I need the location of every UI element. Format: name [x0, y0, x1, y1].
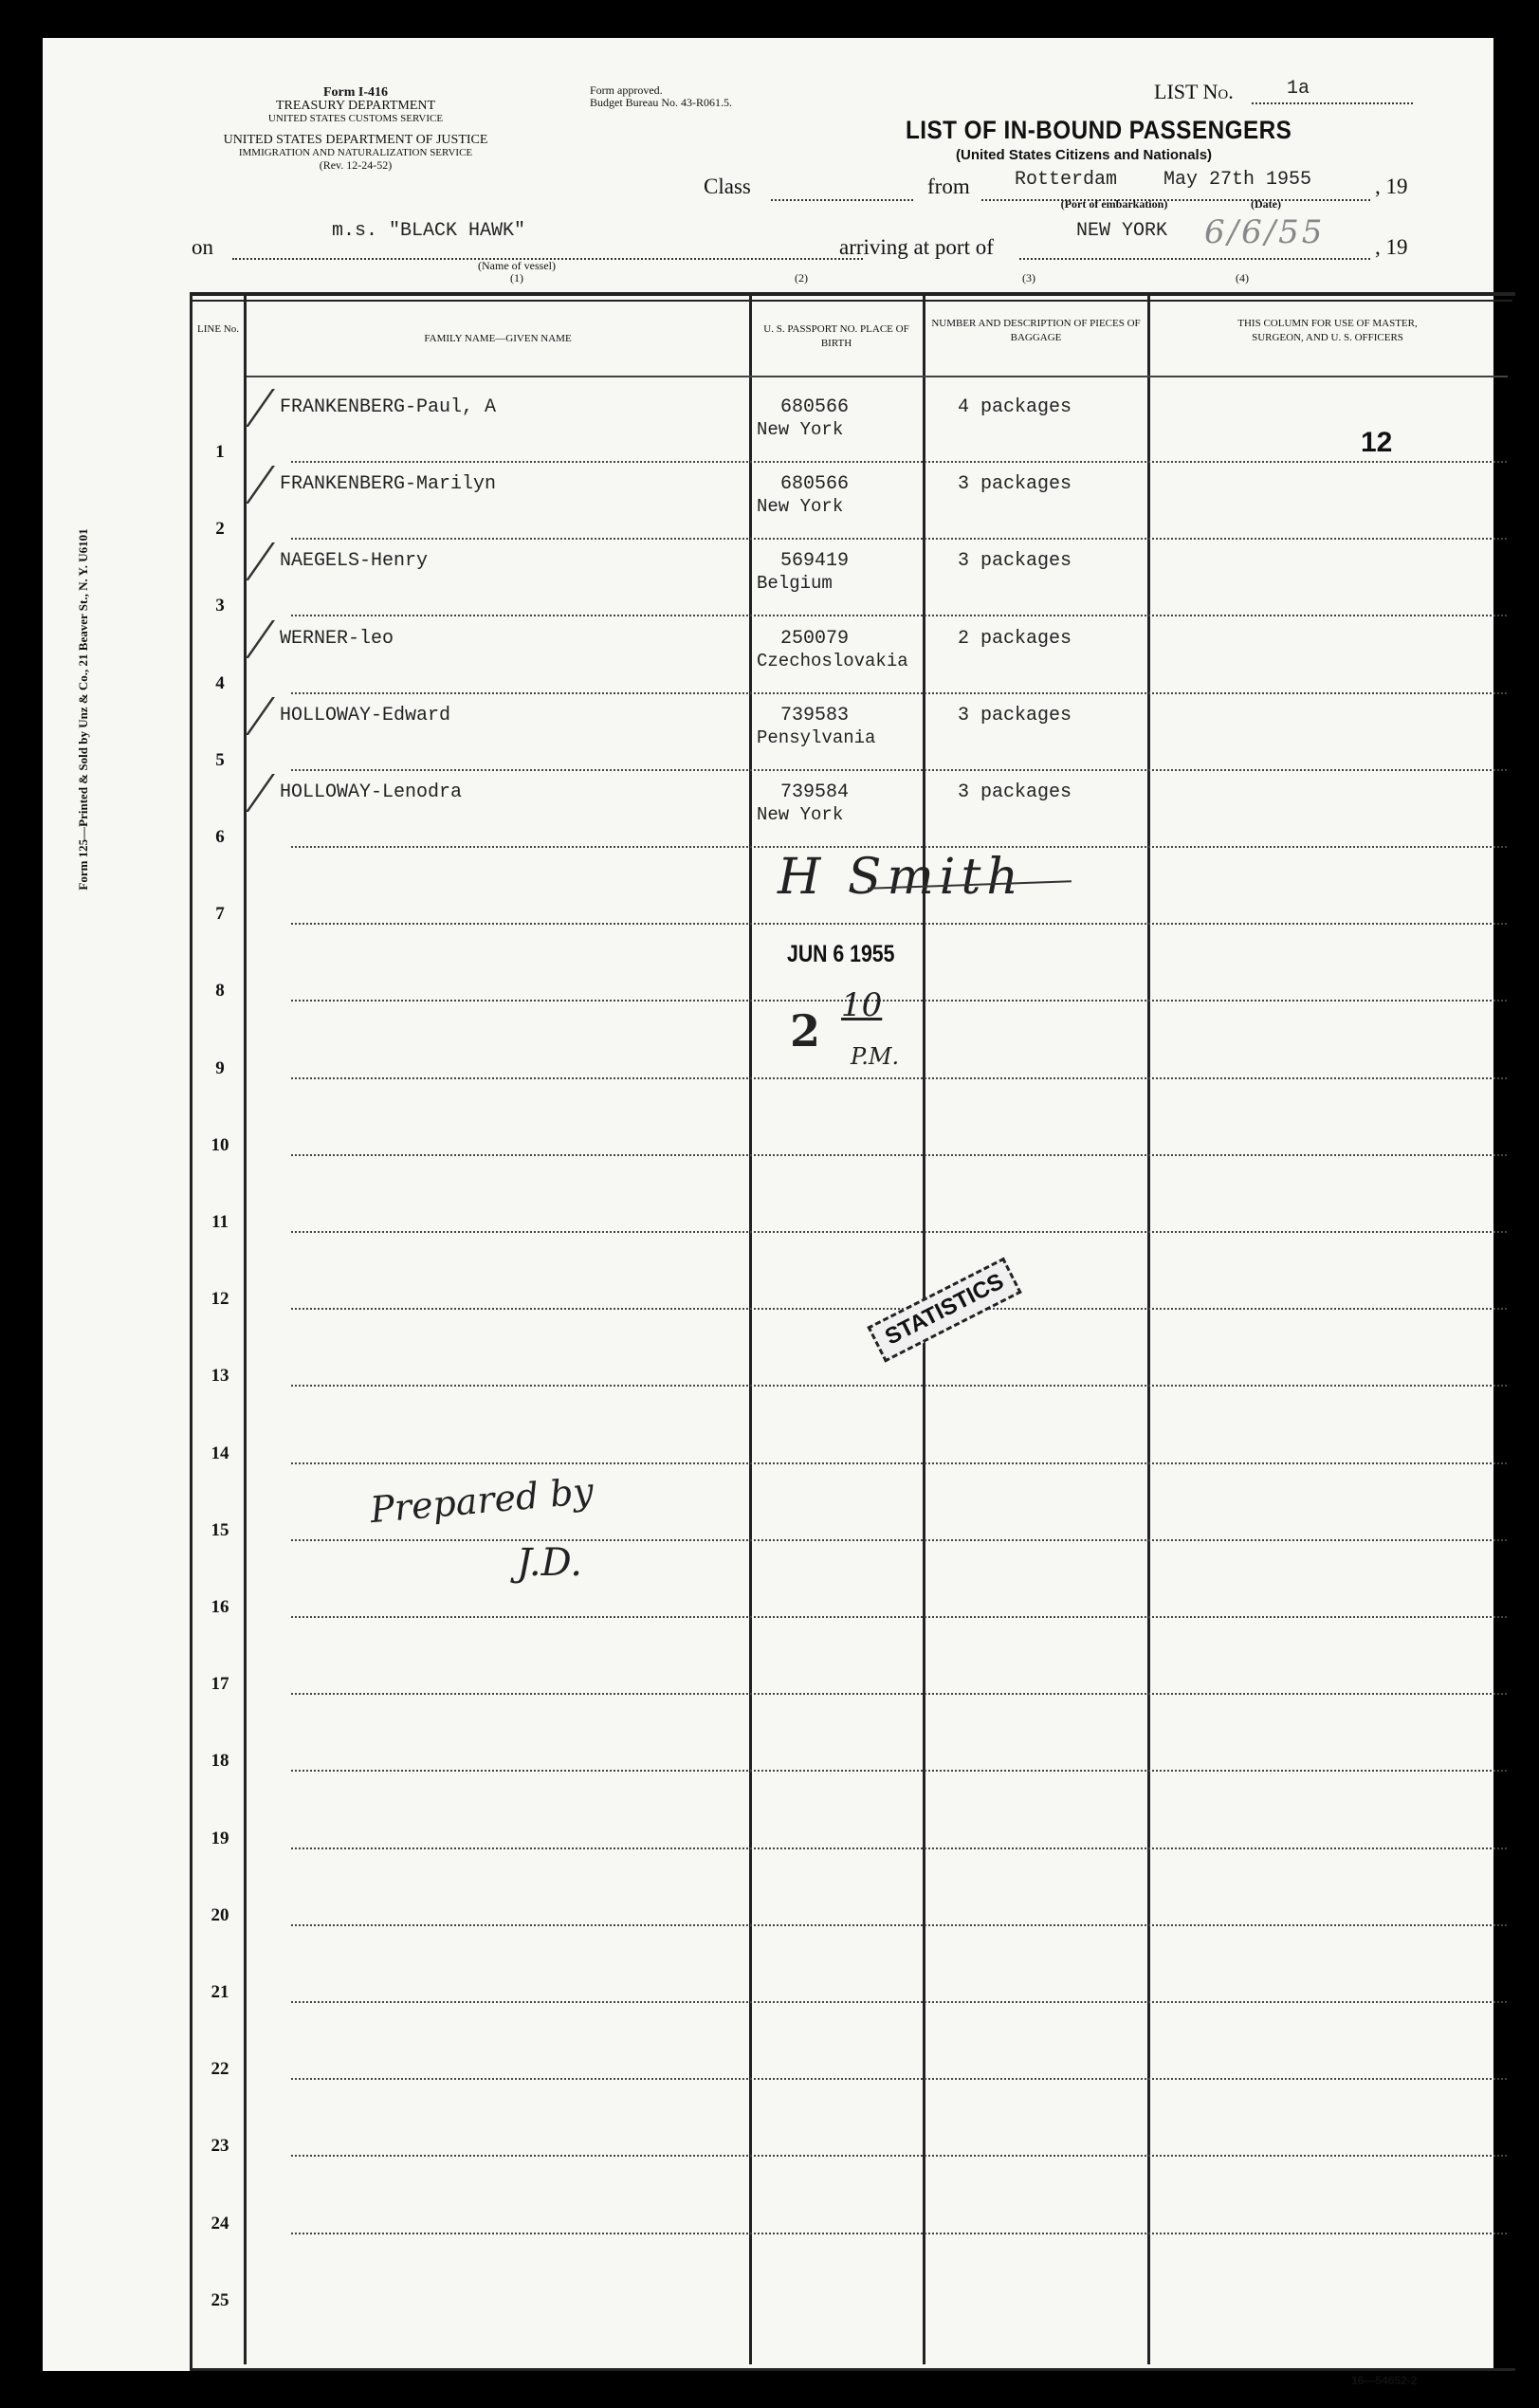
row-dotted-line	[291, 1000, 1507, 1002]
passport-number: 250079	[780, 627, 850, 650]
page-subtitle: (United States Citizens and Nationals)	[956, 147, 1213, 163]
row-dotted-line	[291, 769, 1507, 771]
year-suffix: , 19	[1375, 175, 1408, 198]
row-dotted-line	[291, 692, 1507, 694]
list-no-line	[1252, 102, 1413, 104]
place-of-birth: Belgium	[757, 573, 833, 595]
passenger-name: HOLLOWAY-Lenodra	[280, 781, 463, 803]
table-frame	[190, 292, 1515, 2371]
row-dotted-line	[291, 923, 1507, 925]
line-number: 13	[211, 1366, 229, 1387]
passenger-name: WERNER-leo	[280, 627, 394, 650]
line-number: 9	[215, 1057, 225, 1078]
row-dotted-line	[291, 1924, 1507, 1926]
passport-number: 739583	[780, 704, 850, 726]
line-number: 10	[211, 1134, 229, 1155]
caption-3: (3)	[1022, 271, 1035, 285]
row-dotted-line	[291, 1154, 1507, 1156]
row-dotted-line	[291, 1231, 1507, 1233]
from-label: from	[927, 175, 970, 198]
row-dotted-line	[291, 1693, 1507, 1695]
form-number: Form I-416	[322, 85, 389, 100]
list-no-value: 1a	[1287, 78, 1310, 100]
line-number: 18	[211, 1751, 229, 1772]
row-dotted-line	[291, 1539, 1507, 1541]
time-minutes: 10	[841, 986, 883, 1024]
caption-4: (4)	[1236, 271, 1249, 285]
date-caption: (Date)	[1251, 197, 1281, 211]
line-number: 5	[215, 749, 225, 770]
port-of-embarkation: Rotterdam	[1015, 169, 1118, 191]
passenger-name: NAEGELS-Henry	[280, 550, 429, 573]
date-stamp: JUN 6 1955	[787, 941, 895, 967]
form-approved: Form approved.	[590, 83, 663, 97]
place-of-birth: Pensylvania	[757, 726, 876, 748]
line-number: 8	[215, 981, 225, 1002]
vessel-name: m.s. "BLACK HAWK"	[332, 220, 526, 242]
baggage-count: 3 packages	[958, 704, 1072, 726]
baggage-count: 3 packages	[958, 550, 1072, 573]
line-number: 22	[211, 2059, 229, 2080]
dept-treasury: TREASURY DEPARTMENT	[275, 99, 436, 113]
arriving-label: arriving at port of	[839, 235, 994, 259]
header-baggage: NUMBER AND DESCRIPTION OF PIECES OF BAGGAGE	[931, 318, 1141, 343]
line-number: 1	[215, 442, 225, 462]
place-of-birth: New York	[757, 419, 844, 440]
header-officers: THIS COLUMN FOR USE OF MASTER, SURGEON, AND U. S. OFFICERS	[1237, 318, 1418, 343]
form-page	[43, 38, 1493, 2387]
table-top-double-line	[190, 300, 1512, 302]
footer-code: 16—54652-2	[1351, 2374, 1418, 2387]
baggage-count: 3 packages	[958, 473, 1072, 496]
row-dotted-line	[291, 1385, 1507, 1387]
line-number: 21	[211, 1982, 229, 2002]
row-dotted-line	[291, 538, 1507, 540]
col-divider-line	[244, 292, 247, 2364]
row-dotted-line	[291, 2233, 1507, 2234]
row-dotted-line	[291, 846, 1507, 848]
baggage-count: 3 packages	[958, 781, 1072, 803]
line-number: 12	[211, 1289, 229, 1310]
line-number: 17	[211, 1674, 229, 1695]
revision-date: (Rev. 12-24-52)	[319, 158, 393, 172]
list-no-label: LIST No.	[1154, 80, 1234, 103]
place-of-birth: New York	[757, 804, 844, 825]
row-dotted-line	[291, 461, 1507, 463]
prepared-by: Prepared by	[368, 1469, 595, 1532]
line-number: 11	[211, 1212, 229, 1232]
row-dotted-line	[291, 2001, 1507, 2003]
passenger-name: HOLLOWAY-Edward	[280, 704, 451, 726]
header-underline	[247, 376, 1508, 377]
class-line	[771, 199, 913, 201]
passport-number: 680566	[780, 473, 850, 496]
header-name: FAMILY NAME—GIVEN NAME	[424, 333, 572, 344]
side-printer-text: Form 125—Printed & Sold by Unz & Co., 21 Beaver St., N. Y. U6101	[76, 528, 90, 891]
line-number: 2	[215, 519, 225, 540]
line-number: 4	[215, 672, 225, 693]
vessel-caption: (Name of vessel)	[478, 259, 556, 272]
row-dotted-line	[291, 1770, 1507, 1772]
statistics-stamp: STATISTICS	[867, 1257, 1022, 1362]
arrival-line	[1019, 258, 1370, 260]
passenger-name: FRANKENBERG-Paul, A	[280, 396, 497, 418]
passport-number: 739584	[780, 781, 850, 803]
year-suffix-2: , 19	[1375, 235, 1408, 259]
page-title: LIST OF IN-BOUND PASSENGERS	[906, 116, 1292, 144]
passenger-name: FRANKENBERG-Marilyn	[280, 473, 497, 496]
class-label: Class	[704, 175, 751, 198]
officer-mark: 12	[1361, 427, 1393, 458]
line-number: 20	[211, 1904, 229, 1925]
header-line-no: LINE No.	[197, 323, 239, 335]
row-dotted-line	[291, 615, 1507, 616]
line-number: 23	[211, 2136, 229, 2157]
row-dotted-line	[291, 1847, 1507, 1849]
port-caption: (Port of embarkation)	[1060, 197, 1168, 211]
line-number: 25	[211, 2289, 229, 2310]
line-number: 3	[215, 596, 225, 616]
row-dotted-line	[291, 1077, 1507, 1079]
baggage-count: 2 packages	[958, 627, 1072, 650]
row-dotted-line	[291, 1616, 1507, 1618]
line-number: 6	[215, 827, 225, 847]
line-number: 19	[211, 1828, 229, 1848]
baggage-count: 4 packages	[958, 396, 1072, 418]
row-dotted-line	[291, 2078, 1507, 2080]
caption-2: (2)	[795, 271, 808, 285]
place-of-birth: New York	[757, 496, 844, 518]
col-divider-baggage	[1147, 292, 1150, 2364]
row-dotted-line	[291, 1462, 1507, 1464]
passport-number: 569419	[780, 550, 850, 573]
dept-ins: IMMIGRATION AND NATURALIZATION SERVICE	[238, 147, 473, 158]
budget-bureau: Budget Bureau No. 43-R061.5.	[590, 96, 732, 109]
header-passport: U. S. PASSPORT NO. PLACE OF BIRTH	[763, 323, 909, 349]
arrival-port: NEW YORK	[1076, 220, 1168, 242]
time-pm: P.M.	[851, 1043, 900, 1070]
arrival-date-handwritten: 6/6/55	[1204, 213, 1326, 251]
place-of-birth: Czechoslovakia	[757, 650, 908, 671]
col-divider-name	[749, 292, 752, 2364]
inspector-signature: H Smith	[778, 849, 1024, 906]
line-number: 24	[211, 2213, 229, 2233]
line-number: 14	[211, 1443, 229, 1463]
row-dotted-line	[291, 2155, 1507, 2157]
caption-1: (1)	[510, 271, 523, 285]
embarkation-date: May 27th 1955	[1163, 169, 1312, 191]
dept-justice: UNITED STATES DEPARTMENT OF JUSTICE	[223, 133, 488, 147]
dept-customs: UNITED STATES CUSTOMS SERVICE	[267, 113, 444, 124]
line-number: 7	[215, 904, 225, 925]
passport-number: 680566	[780, 396, 850, 418]
line-number: 15	[211, 1519, 229, 1540]
on-label: on	[192, 235, 213, 259]
preparer-initials: J.D.	[517, 1541, 583, 1585]
time-hour: 2	[790, 1005, 821, 1057]
line-number: 16	[211, 1597, 229, 1617]
